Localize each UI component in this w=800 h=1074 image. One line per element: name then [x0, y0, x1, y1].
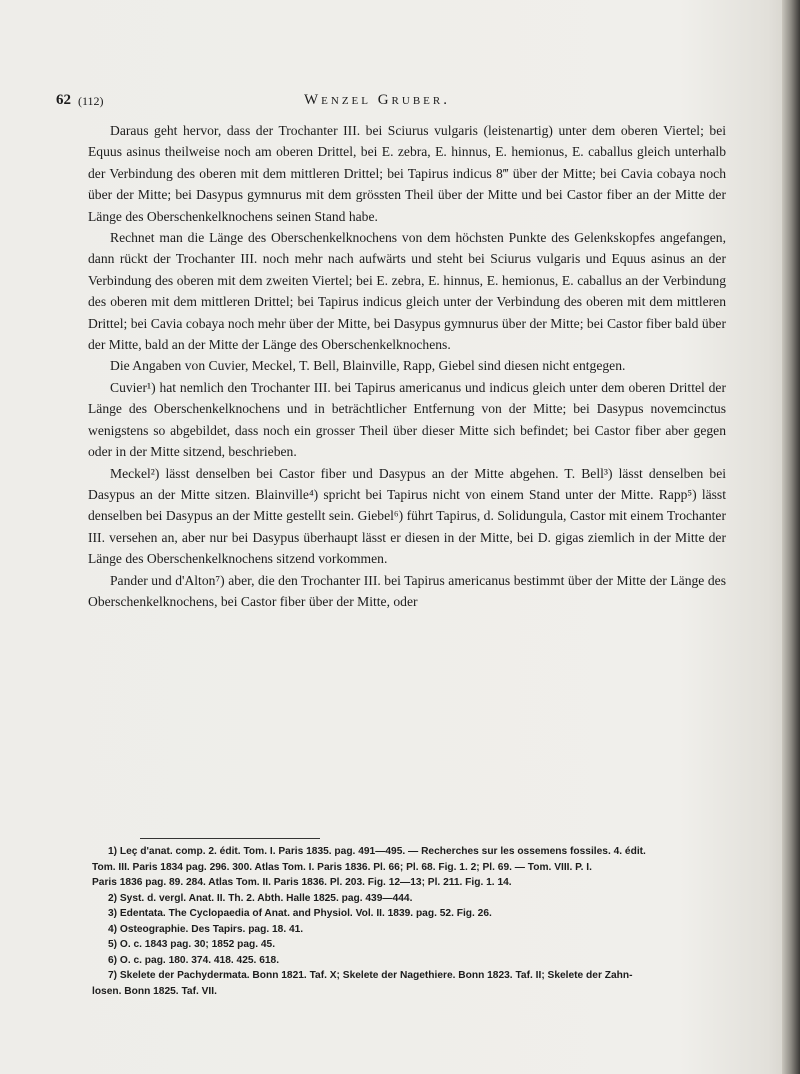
footnote-line: 5) O. c. 1843 pag. 30; 1852 pag. 45.: [108, 939, 276, 950]
footnote-rule: [140, 838, 320, 839]
footnote-line: Paris 1836 pag. 89. 284. Atlas Tom. II. Paris 1836. Pl. 203. Fig. 12—13; Pl. 211. Fig. 1. 14.: [92, 877, 512, 888]
paragraph-6: Pander und d'Alton⁷) aber, die den Trochanter III. bei Tapirus americanus bestimmt über der Mitte der Länge des Oberschenkelknochens, bei Castor fiber über der Mitte, oder: [88, 572, 726, 609]
footnote-line: Tom. III. Paris 1834 pag. 296. 300. Atlas Tom. I. Paris 1836. Pl. 66; Pl. 68. Fig. 1. 2; Pl. 69. — Tom. VIII. P. I.: [92, 861, 592, 873]
paragraph-5: Meckel²) lässt denselben bei Castor fiber und Dasypus an der Mitte abgehen. T. Bell³) lässt denselben bei Dasypus an der Mitte sitzen. Blainville⁴) spricht bei Tapirus nicht von einem Stand unter der Mitte. Rapp⁵) lässt denselben bei Dasypus an der Mitte gestellt sein. Giebel⁶) führt Tapirus, d. Solidungula, Castor mit einem Trochanter III. versehen an, aber nur bei Dasypus überhaupt lässt er diesen in der Mitte, bei D. gigas ziemlich in der Mitte der Länge des Oberschenkelknochens sitzend vorkommen.: [88, 465, 726, 567]
paragraph-3: Die Angaben von Cuvier, Meckel, T. Bell, Blainville, Rapp, Giebel sind diesen nicht entgegen.: [110, 358, 626, 374]
footnote-line: losen. Bonn 1825. Taf. VII.: [92, 985, 217, 997]
footnote-line: 7) Skelete der Pachydermata. Bonn 1821. Taf. X; Skelete der Nagethiere. Bonn 1823. Taf. II; Skelete der Zahn-: [108, 970, 633, 981]
body-text: [88, 120, 726, 612]
page-header: [56, 92, 716, 116]
footnote-line: 6) O. c. pag. 180. 374. 418. 425. 618.: [108, 954, 280, 966]
footnotes: [92, 844, 726, 999]
footnote-line: 1) Leç d'anat. comp. 2. édit. Tom. I. Paris 1835. pag. 491—495. — Recherches sur les ossemens fossiles. 4. édit.: [108, 846, 646, 857]
paragraph-1: Daraus geht hervor, dass der Trochanter III. bei Sciurus vulgaris (leistenartig) unter dem oberen Viertel; bei Equus asinus theilweise noch am oberen Drittel, bei E. zebra, E. hinnus, E. hemionus, E. caballus gleich unterhalb der Verbindung des oberen mit dem mittleren Drittel; bei Tapirus indicus 8‴ über der Mitte; bei Cavia cobaya noch über der Mitte; bei Dasypus gymnurus mit dem grössten Theil über der Mitte und bei Castor fiber an der Mitte der Länge des Oberschenkelknochens seinen Stand habe.: [88, 123, 726, 224]
book-binding-edge: [782, 0, 800, 1074]
footnote-line: 3) Edentata. The Cyclopaedia of Anat. and Physiol. Vol. II. 1839. pag. 52. Fig. 26.: [108, 908, 492, 919]
running-head: Wenzel Gruber.: [304, 92, 450, 108]
paragraph-4: Cuvier¹) hat nemlich den Trochanter III. bei Tapirus americanus und indicus gleich unter dem oberen Drittel der Länge des Oberschenkelknochens und in beträchtlicher Entfernung von der Mitte; bei Dasypus novemcinctus wenigstens so abgebildet, dass noch ein grosser Theil über dieser Mitte sich befindet; bei Castor fiber aber gegen oder in der Mitte sitzend, beschrieben.: [88, 379, 726, 460]
paragraph-2: Rechnet man die Länge des Oberschenkelknochens von dem höchsten Punkte des Gelenkskopfes angefangen, dann rückt der Trochanter III. noch mehr nach aufwärts und steht bei Sciurus vulgaris und Equus asinus an der Verbindung des oberen mit dem zweiten Viertel; bei E. zebra, E. hinnus, E. hemionus, E. caballus an der Verbindung des oberen mit dem mittleren Drittel; bei Tapirus indicus gleich unter der Verbindung des oberen mit dem mittleren Drittel; bei Cavia cobaya noch mehr über der Mitte, bei Dasypus gymnurus über der Mitte; bei Castor fiber bald über der Mitte, bald an der Mitte der Länge des Oberschenkelknochens.: [88, 230, 726, 353]
footnote-line: 2) Syst. d. vergl. Anat. II. Th. 2. Abth. Halle 1825. pag. 439—444.: [108, 892, 413, 904]
page-number-alt: (112): [78, 94, 104, 108]
page-number: 62: [56, 92, 71, 108]
footnote-line: 4) Osteographie. Des Tapirs. pag. 18. 41.: [108, 923, 304, 935]
